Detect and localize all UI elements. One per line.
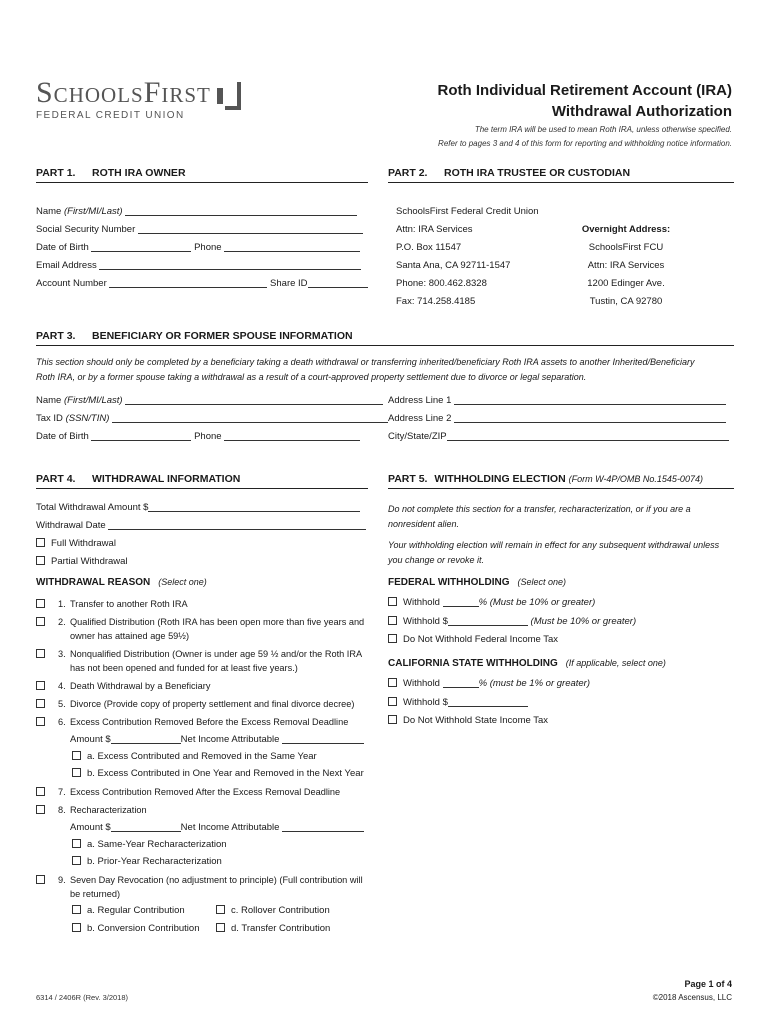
reason-9d-checkbox[interactable]	[216, 923, 225, 932]
beneficiary-taxid-label: Tax ID	[36, 413, 63, 424]
part3-instructions-line1: This section should only be completed by a beneficiary taking a death withdrawal or transferring inherited/beneficiary Roth IRA assets to another Inherited/Beneficiary	[36, 357, 695, 367]
reason-option-8[interactable]	[36, 803, 370, 817]
recharacterization-amount-field[interactable]	[111, 821, 181, 832]
beneficiary-dob-row	[36, 428, 368, 446]
reason-7-checkbox[interactable]	[36, 787, 45, 796]
withdrawal-date-label: Withdrawal Date	[36, 520, 106, 531]
beneficiary-name-hint: (First/MI/Last)	[63, 395, 123, 406]
total-amount-row	[36, 499, 368, 517]
owner-email-field[interactable]	[99, 259, 361, 270]
reason-number: 4.	[58, 681, 66, 691]
california-dollar-label: Withhold $	[403, 697, 448, 708]
withdrawal-reason-heading	[36, 577, 207, 588]
part5-instruction-line: Do not complete this section for a transfer, recharacterization, or if you are a	[388, 504, 691, 514]
beneficiary-name-label: Name	[36, 395, 62, 406]
owner-email-row	[36, 257, 368, 275]
part5-title-note: (Form W-4P/OMB No.1545-0074)	[568, 474, 703, 484]
reason-5-label: Divorce (Provide copy of property settlement and final divorce decree)	[70, 699, 355, 709]
part4-title: WITHDRAWAL INFORMATION	[92, 473, 241, 485]
part5-instructions	[388, 502, 734, 568]
custodian-line: SchoolsFirst Federal Credit Union	[396, 206, 539, 217]
withdrawal-reason-note: (Select one)	[158, 577, 207, 587]
overnight-line: 1200 Edinger Ave.	[587, 278, 665, 289]
beneficiary-phone-label: Phone	[194, 431, 222, 442]
reason-8b-option[interactable]	[72, 853, 222, 871]
owner-dob-row	[36, 239, 368, 257]
form-id: 6314 / 2406R (Rev. 3/2018)	[36, 993, 129, 1002]
partial-withdrawal-label: Partial Withdrawal	[51, 556, 128, 567]
reason-6a-label: a. Excess Contributed and Removed in the Same Year	[87, 751, 317, 762]
beneficiary-city-field[interactable]	[447, 430, 729, 441]
owner-ssn-row	[36, 221, 368, 239]
part2-heading	[388, 167, 734, 183]
part3-instructions	[36, 355, 736, 385]
california-dollar-option[interactable]	[388, 694, 528, 712]
custodian-phone: Phone: 800.462.8328	[396, 278, 487, 289]
reason-6a-option[interactable]	[72, 748, 317, 766]
excess-amount-row	[70, 731, 364, 749]
full-withdrawal-label: Full Withdrawal	[51, 538, 116, 549]
federal-percent-field[interactable]	[443, 596, 479, 607]
reason-6b-checkbox[interactable]	[72, 768, 81, 777]
part1-heading	[36, 167, 368, 183]
california-percent-label: Withhold	[403, 678, 440, 689]
withdrawal-reason-title: WITHDRAWAL REASON	[36, 577, 151, 588]
reason-number: 9.	[58, 875, 66, 885]
page-footer	[653, 978, 732, 1004]
federal-percent-option[interactable]	[388, 594, 595, 612]
part4-number: PART 4.	[36, 473, 76, 485]
beneficiary-taxid-row	[36, 410, 368, 428]
custodian-line: P.O. Box 11547	[396, 242, 462, 253]
california-withholding-heading	[388, 658, 666, 669]
reason-7-label: Excess Contribution Removed After the Excess Removal Deadline	[70, 787, 341, 797]
form-title	[438, 80, 732, 122]
california-no-withhold-option[interactable]	[388, 712, 548, 730]
federal-dollar-option[interactable]	[388, 613, 636, 631]
california-percent-checkbox[interactable]	[388, 678, 397, 687]
withdrawal-date-field[interactable]	[108, 519, 366, 530]
custodian-address	[396, 203, 539, 311]
reason-8a-checkbox[interactable]	[72, 839, 81, 848]
federal-dollar-label: Withhold $	[403, 616, 448, 627]
recharacterization-net-income-label: Net Income Attributable	[180, 822, 280, 833]
beneficiary-name-row	[36, 392, 368, 410]
form-note-line2: Refer to pages 3 and 4 of this form for reporting and withholding notice information.	[438, 139, 732, 148]
reason-9b-option[interactable]	[72, 920, 199, 938]
reason-8-label: Recharacterization	[70, 805, 147, 815]
reason-9d-option[interactable]	[216, 920, 330, 938]
part5-instruction-line: you change or revoke it.	[388, 555, 485, 565]
beneficiary-taxid-field[interactable]	[112, 412, 388, 423]
reason-3-label: Nonqualified Distribution (Owner is under age 59 ½ and/or the Roth IRA	[70, 649, 363, 659]
owner-account-field[interactable]	[109, 277, 267, 288]
beneficiary-addr1-label: Address Line 1	[388, 395, 452, 406]
beneficiary-fields	[36, 392, 368, 446]
partial-withdrawal-option[interactable]	[36, 553, 368, 571]
reason-8a-option[interactable]	[72, 836, 227, 854]
reason-9a-option[interactable]	[72, 902, 185, 920]
page-number: Page 1 of 4	[684, 979, 732, 989]
federal-withholding-note: (Select one)	[517, 577, 567, 587]
owner-share-label: Share ID	[270, 278, 308, 289]
owner-share-field[interactable]	[308, 277, 368, 288]
owner-name-row	[36, 203, 368, 221]
reason-option-2[interactable]	[36, 615, 370, 643]
recharacterization-amount-row	[70, 819, 364, 837]
excess-net-income-field[interactable]	[282, 733, 364, 744]
reason-9-checkbox[interactable]	[36, 875, 45, 884]
federal-dollar-checkbox[interactable]	[388, 616, 397, 625]
withdrawal-date-row	[36, 517, 368, 535]
california-dollar-field[interactable]	[448, 696, 528, 707]
reason-8a-label: a. Same-Year Recharacterization	[87, 839, 227, 850]
owner-dob-field[interactable]	[91, 241, 191, 252]
beneficiary-addr2-row	[388, 410, 734, 428]
reason-9d-label: d. Transfer Contribution	[231, 923, 331, 934]
reason-option-6[interactable]	[36, 715, 370, 729]
reason-option-7[interactable]	[36, 785, 370, 799]
logo	[36, 78, 239, 121]
owner-account-row	[36, 275, 368, 293]
reason-3-checkbox[interactable]	[36, 649, 45, 658]
custodian-line: Santa Ana, CA 92711-1547	[396, 260, 511, 271]
part5-instruction-line: nonresident alien.	[388, 519, 460, 529]
reason-4-label: Death Withdrawal by a Beneficiary	[70, 681, 211, 691]
custodian-fax: Fax: 714.258.4185	[396, 296, 476, 307]
total-amount-field[interactable]	[148, 501, 360, 512]
california-dollar-checkbox[interactable]	[388, 697, 397, 706]
california-no-withhold-label: Do Not Withhold State Income Tax	[403, 715, 549, 726]
overnight-line: Tustin, CA 92780	[589, 296, 663, 307]
overnight-address	[576, 221, 676, 311]
part5-instruction-line: Your withholding election will remain in effect for any subsequent withdrawal unless	[388, 540, 720, 550]
reason-9-label: Seven Day Revocation (no adjustment to principle) (Full contribution will	[70, 875, 363, 885]
federal-percent-note: % (Must be 10% or greater)	[478, 597, 596, 608]
reason-option-5[interactable]	[36, 697, 370, 711]
reason-6a-checkbox[interactable]	[72, 751, 81, 760]
reason-9b-label: b. Conversion Contribution	[87, 923, 200, 934]
beneficiary-city-row	[388, 428, 734, 446]
federal-withholding-title: FEDERAL WITHHOLDING	[388, 577, 510, 588]
reason-option-9[interactable]	[36, 873, 370, 901]
part5-heading	[388, 473, 734, 489]
total-amount-label: Total Withdrawal Amount $	[36, 502, 149, 513]
full-withdrawal-checkbox[interactable]	[36, 538, 45, 547]
california-no-withhold-checkbox[interactable]	[388, 715, 397, 724]
reason-number: 6.	[58, 717, 66, 727]
reason-9a-checkbox[interactable]	[72, 905, 81, 914]
reason-2-label: Qualified Distribution (Roth IRA has been open more than five years and	[70, 617, 365, 627]
reason-9c-checkbox[interactable]	[216, 905, 225, 914]
reason-8b-checkbox[interactable]	[72, 856, 81, 865]
owner-email-label: Email Address	[36, 260, 97, 271]
reason-8b-label: b. Prior-Year Recharacterization	[87, 856, 222, 867]
logo-mark-icon	[217, 82, 239, 106]
federal-no-withhold-checkbox[interactable]	[388, 634, 397, 643]
full-withdrawal-option[interactable]	[36, 535, 368, 553]
federal-no-withhold-label: Do Not Withhold Federal Income Tax	[403, 634, 559, 645]
custodian-line: Attn: IRA Services	[396, 224, 473, 235]
california-withholding-note: (If applicable, select one)	[565, 658, 666, 668]
reason-4-checkbox[interactable]	[36, 681, 45, 690]
reason-2-label-cont: owner has attained age 59½)	[70, 631, 190, 641]
part1-fields	[36, 203, 368, 293]
overnight-line: Attn: IRA Services	[587, 260, 665, 271]
reason-number: 7.	[58, 787, 66, 797]
reason-6b-option[interactable]	[72, 765, 364, 783]
reason-number: 8.	[58, 805, 66, 815]
reason-1-label: Transfer to another Roth IRA	[70, 599, 188, 609]
copyright: ©2018 Ascensus, LLC	[652, 993, 732, 1002]
part3-instructions-line2: Roth IRA, or by a former spouse taking a withdrawal as a result of a court-approved property settlement due to divorce or legal separation.	[36, 372, 587, 382]
reason-option-4[interactable]	[36, 679, 370, 693]
federal-no-withhold-option[interactable]	[388, 631, 558, 649]
reason-9b-checkbox[interactable]	[72, 923, 81, 932]
part1-title: ROTH IRA OWNER	[92, 167, 186, 179]
beneficiary-taxid-hint: (SSN/TIN)	[65, 413, 110, 424]
federal-percent-label: Withhold	[403, 597, 440, 608]
owner-name-label: Name	[36, 206, 62, 217]
federal-dollar-field[interactable]	[448, 615, 528, 626]
owner-ssn-field[interactable]	[138, 223, 363, 234]
form-title-line2: Withdrawal Authorization	[551, 103, 732, 120]
reason-8-checkbox[interactable]	[36, 805, 45, 814]
form-note-line1: The term IRA will be used to mean Roth IRA, unless otherwise specified.	[474, 125, 732, 134]
federal-dollar-note: (Must be 10% or greater)	[530, 616, 637, 627]
overnight-line: SchoolsFirst FCU	[588, 242, 664, 253]
part4-heading	[36, 473, 368, 489]
reason-2-checkbox[interactable]	[36, 617, 45, 626]
beneficiary-name-field[interactable]	[125, 394, 383, 405]
beneficiary-addr2-label: Address Line 2	[388, 413, 452, 424]
federal-withholding-heading	[388, 577, 566, 588]
recharacterization-net-income-field[interactable]	[282, 821, 364, 832]
reason-number: 5.	[58, 699, 66, 709]
part1-number: PART 1.	[36, 167, 76, 179]
part2-number: PART 2.	[388, 167, 428, 179]
part5-number: PART 5.	[388, 473, 428, 485]
reason-6-checkbox[interactable]	[36, 717, 45, 726]
reason-option-3[interactable]	[36, 647, 370, 675]
owner-account-label: Account Number	[36, 278, 107, 289]
excess-net-income-label: Net Income Attributable	[180, 734, 280, 745]
form-note	[438, 123, 732, 151]
beneficiary-dob-field[interactable]	[91, 430, 191, 441]
form-title-line1: Roth Individual Retirement Account (IRA)	[437, 82, 732, 99]
reason-9c-label: c. Rollover Contribution	[231, 905, 330, 916]
owner-phone-label: Phone	[194, 242, 222, 253]
reason-3-label-cont: has not been opened and funded for at least five years.)	[70, 663, 298, 673]
reason-1-checkbox[interactable]	[36, 599, 45, 608]
beneficiary-addr2-field[interactable]	[454, 412, 726, 423]
overnight-label: Overnight Address:	[581, 224, 671, 235]
beneficiary-phone-field[interactable]	[224, 430, 360, 441]
owner-name-hint: (First/MI/Last)	[63, 206, 123, 217]
reason-number: 2.	[58, 617, 66, 627]
beneficiary-city-label: City/State/ZIP	[388, 431, 447, 442]
recharacterization-amount-label: Amount $	[70, 822, 111, 833]
owner-name-field[interactable]	[125, 205, 357, 216]
california-percent-option[interactable]	[388, 675, 590, 693]
excess-amount-label: Amount $	[70, 734, 111, 745]
california-withholding-title: CALIFORNIA STATE WITHHOLDING	[388, 658, 558, 669]
reason-option-1[interactable]	[36, 597, 370, 611]
beneficiary-dob-label: Date of Birth	[36, 431, 89, 442]
california-percent-field[interactable]	[443, 677, 479, 688]
excess-amount-field[interactable]	[111, 733, 181, 744]
reason-6b-label: b. Excess Contributed in One Year and Removed in the Next Year	[87, 768, 364, 779]
reason-number: 1.	[58, 599, 66, 609]
owner-phone-field[interactable]	[224, 241, 360, 252]
partial-withdrawal-checkbox[interactable]	[36, 556, 45, 565]
part2-title: ROTH IRA TRUSTEE OR CUSTODIAN	[444, 167, 631, 179]
reason-9a-label: a. Regular Contribution	[87, 905, 185, 916]
owner-dob-label: Date of Birth	[36, 242, 89, 253]
reason-number: 3.	[58, 649, 66, 659]
owner-ssn-label: Social Security Number	[36, 224, 136, 235]
withdrawal-fields	[36, 499, 368, 571]
reason-6-label: Excess Contribution Removed Before the Excess Removal Deadline	[70, 717, 349, 727]
beneficiary-address-fields	[388, 392, 734, 446]
beneficiary-addr1-field[interactable]	[454, 394, 726, 405]
logo-subtitle: FEDERAL CREDIT UNION	[36, 110, 185, 121]
logo-text: SchoolsFirst	[36, 76, 211, 109]
part3-number: PART 3.	[36, 330, 76, 342]
reason-9c-option[interactable]	[216, 902, 330, 920]
california-percent-note: % (must be 1% or greater)	[478, 678, 591, 689]
federal-percent-checkbox[interactable]	[388, 597, 397, 606]
beneficiary-addr1-row	[388, 392, 734, 410]
reason-9-label-cont: be returned)	[70, 889, 121, 899]
reason-5-checkbox[interactable]	[36, 699, 45, 708]
part3-heading	[36, 330, 734, 346]
part5-title: WITHHOLDING ELECTION	[434, 473, 566, 485]
part3-title: BENEFICIARY OR FORMER SPOUSE INFORMATION	[92, 330, 353, 342]
